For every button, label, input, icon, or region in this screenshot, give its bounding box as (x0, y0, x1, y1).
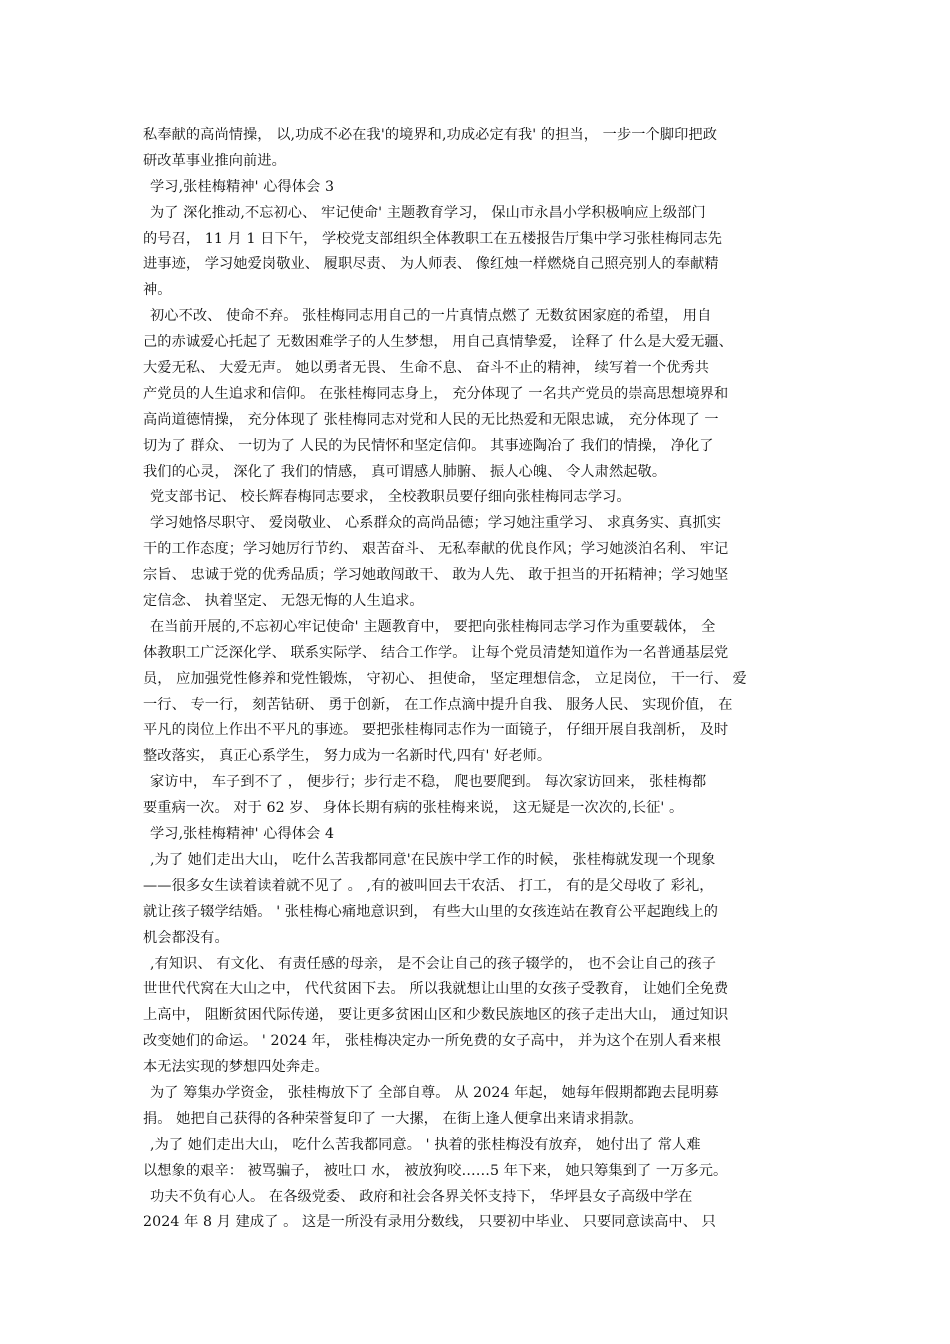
text-line: ,为了 她们走出大山， 吃什么苦我都同意。 ' 执着的张桂梅没有放弃， 她付出了 常人难 (150, 1136, 701, 1153)
text-line: 捐。 她把自己获得的各种荣誉复印了 一大摞， 在街上逢人便拿出来请求捐款。 (143, 1110, 643, 1127)
text-line: 家访中， 车子到不了 ， 便步行；步行走不稳， 爬也要爬到。 每次家访回来， 张桂梅都 (150, 774, 707, 791)
text-line: 党支部书记、 校长辉春梅同志要求， 全校教职员要仔细向张桂梅同志学习。 (150, 489, 631, 506)
text-line: 上高中， 阻断贫困代际传递， 要让更多贫困山区和少数民族地区的孩子走出大山， 通过知识 (143, 1007, 729, 1024)
section-heading: 学习,张桂梅精神' 心得体会 4 (150, 826, 335, 843)
text-line: 产党员的人生追求和信仰。 在张桂梅同志身上， 充分体现了 一名共产党员的崇高思想境界和 (143, 385, 729, 402)
text-line: 己的赤诚爱心托起了 无数困难学子的人生梦想， 用自己真情挚爱， 诠释了 什么是大爱无疆、 (143, 334, 733, 351)
text-line: 宗旨、 忠诚于党的优秀品质；学习她敢闯敢干、 敢为人先、 敢于担当的开拓精神；学习她坚 (143, 567, 729, 584)
text-line: 功夫不负有心人。 在各级党委、 政府和社会各界关怀支持下， 华坪县女子高级中学在 (150, 1188, 693, 1205)
text-line: 高尚道德情操， 充分体现了 张桂梅同志对党和人民的无比热爱和无限忠诚， 充分体现了 一 (143, 411, 719, 428)
section-heading: 学习,张桂梅精神' 心得体会 3 (150, 178, 335, 195)
text-line: 私奉献的高尚情操， 以,功成不必在我'的境界和,功成必定有我' 的担当， 一步一个脚印把政 (143, 127, 717, 143)
text-line: 为了 深化推动,不忘初心、 牢记使命' 主题教育学习， 保山市永昌小学积极响应上级部门 (150, 204, 706, 221)
text-line: 员， 应加强党性修养和党性锻炼， 守初心、 担使命， 坚定理想信念， 立足岗位， 干一行、 爱 (143, 670, 747, 687)
document-page (143, 123, 815, 1236)
text-line: 整改落实， 真正心系学生， 努力成为一名新时代,四有' 好老师。 (143, 748, 552, 765)
text-line: 初心不改、 使命不弃。 张桂梅同志用自己的一片真情点燃了 无数贫困家庭的希望， 用自 (150, 308, 712, 325)
text-line: 切为了 群众、 一切为了 人民的为民情怀和坚定信仰。 其事迹陶冶了 我们的情操， 净化了 (143, 437, 714, 454)
text-line: 神。 (143, 282, 172, 299)
text-line: 平凡的岗位上作出不平凡的事迹。 要把张桂梅同志作为一面镜子， 仔细开展自我剖析， 及时 (143, 722, 729, 739)
text-line: 为了 筹集办学资金， 张桂梅放下了 全部自尊。 从 2024 年起， 她每年假期都跑去昆明募 (150, 1084, 719, 1101)
text-line: 改变她们的命运。 ' 2024 年， 张桂梅决定办一所免费的女子高中， 并为这个在别人看来根 (143, 1033, 721, 1050)
text-line: 以想象的艰辛： 被骂骗子， 被吐口 水， 被放狗咬……5 年下来， 她只筹集到了 一万多元。 (143, 1162, 728, 1179)
text-line: 干的工作态度；学习她厉行节约、 艰苦奋斗、 无私奉献的优良作风；学习她淡泊名利、 牢记 (143, 541, 729, 558)
text-line: 本无法实现的梦想四处奔走。 (143, 1059, 329, 1076)
text-line: 机会都没有。 (143, 929, 229, 946)
text-line: 的号召， 11 月 1 日下午， 学校党支部组织全体教职工在五楼报告厅集中学习张桂梅同志先 (143, 230, 723, 247)
text-line: ——很多女生读着读着就不见了 。 ,有的被叫回去干农活、 打工， 有的是父母收了 彩礼， (143, 877, 714, 894)
text-line: ,为了 她们走出大山， 吃什么苦我都同意'在民族中学工作的时候， 张桂梅就发现一个现象 (150, 851, 716, 868)
text-line: 体教职工广泛深化学、 联系实际学、 结合工作学。 让每个党员清楚知道作为一名普通基层党 (143, 644, 729, 661)
text-line: 在当前开展的,不忘初心牢记使命' 主题教育中， 要把向张桂梅同志学习作为重要载体， 全 (150, 618, 716, 635)
text-line: 研改革事业推向前进。 (143, 152, 286, 169)
text-line: ,有知识、 有文化、 有责任感的母亲， 是不会让自己的孩子辍学的， 也不会让自己的孩子 (150, 955, 716, 972)
text-line: 一行、 专一行， 刻苦钻研、 勇于创新， 在工作点滴中提升自我、 服务人民、 实现价值， 在 (143, 696, 733, 713)
text-line: 就让孩子辍学结婚。 ' 张桂梅心痛地意识到， 有些大山里的女孩连站在教育公平起跑线上的 (143, 903, 719, 920)
text-line: 世世代代窝在大山之中， 代代贫困下去。 所以我就想让山里的女孩子受教育， 让她们全免费 (143, 981, 729, 998)
text-line: 学习她恪尽职守、 爱岗敬业、 心系群众的高尚品德；学习她注重学习、 求真务实、真抓实 (150, 515, 722, 532)
text-line: 2024 年 8 月 建成了 。 这是一所没有录用分数线， 只要初中毕业、 只要同意读高中、 只 (143, 1214, 716, 1231)
text-line: 定信念、 执着坚定、 无怨无悔的人生追求。 (143, 593, 424, 610)
text-line: 我们的心灵， 深化了 我们的情感， 真可谓感人肺腑、 振人心魄、 令人肃然起敬。 (143, 463, 667, 480)
text-line: 要重病一次。 对于 62 岁、 身体长期有病的张桂梅来说， 这无疑是一次次的,长征' 。 (143, 800, 684, 817)
text-line: 进事迹， 学习她爱岗敬业、 履职尽责、 为人师表、 像红烛一样燃烧自己照亮别人的奉献精 (143, 256, 719, 273)
text-line: 大爱无私、 大爱无声。 她以勇者无畏、 生命不息、 奋斗不止的精神， 续写着一个优秀共 (143, 360, 709, 377)
